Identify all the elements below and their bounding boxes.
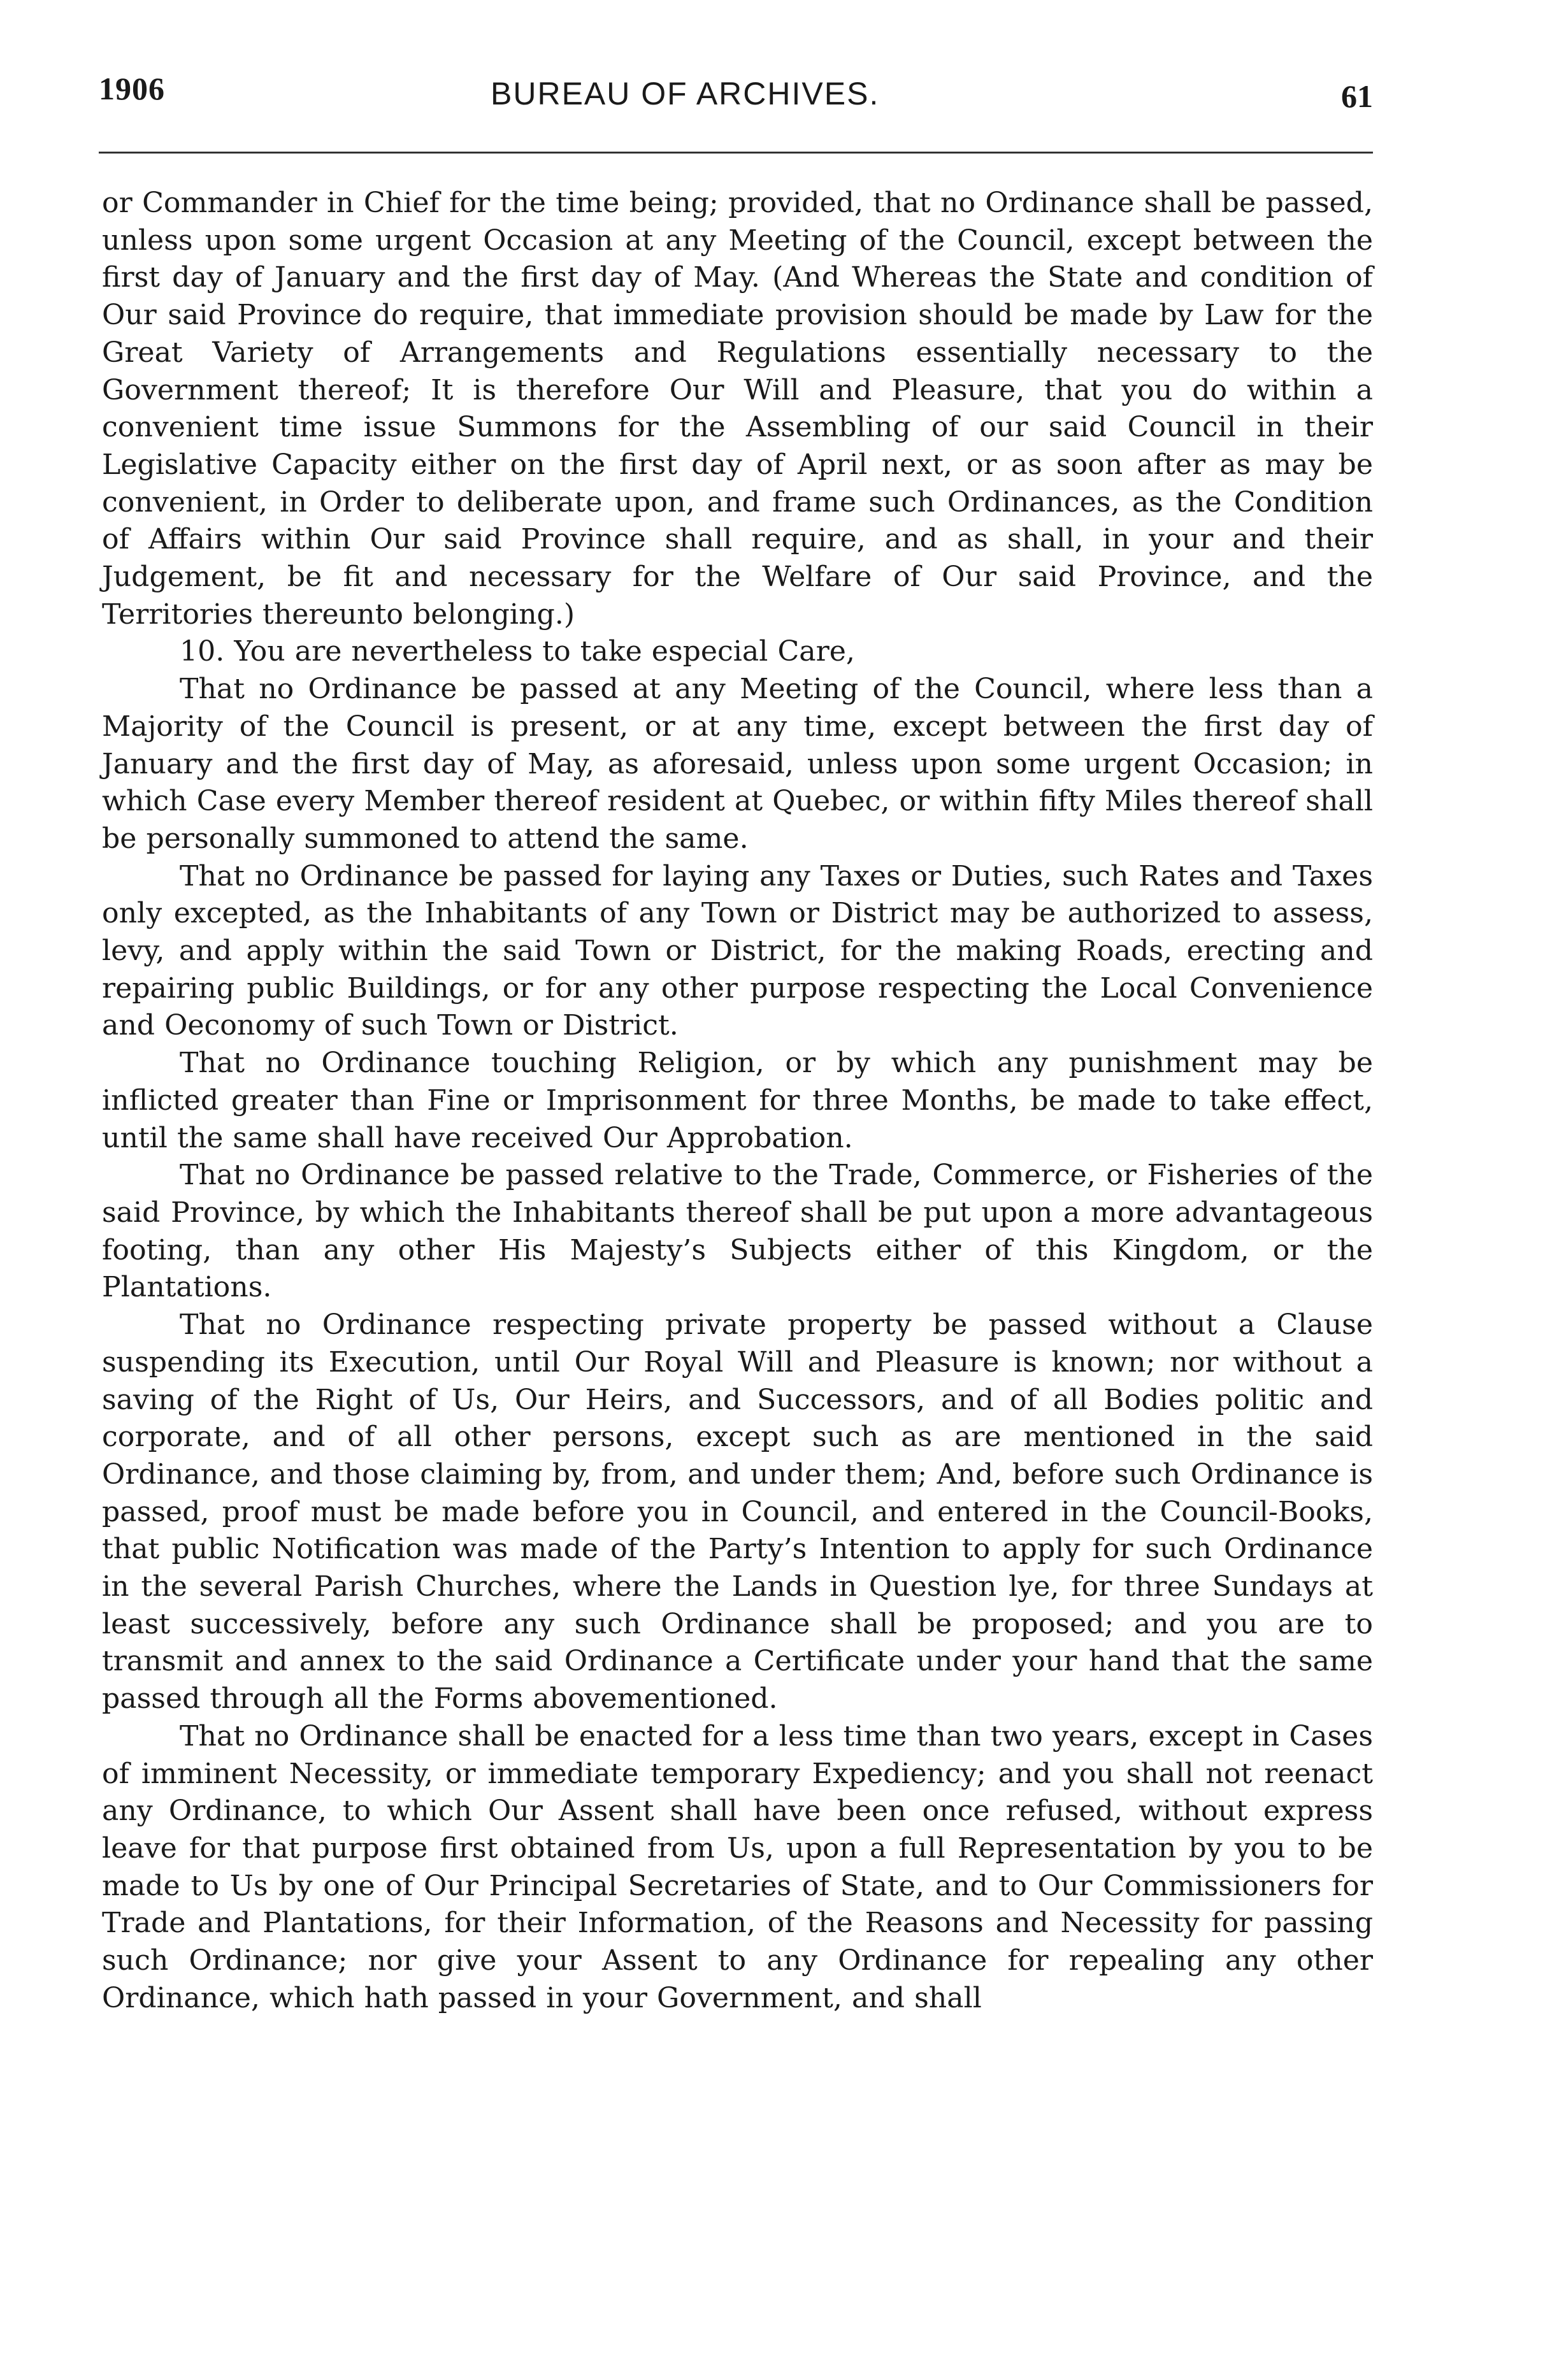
paragraph-council-majority: That no Ordinance be passed at any Meeting of the Council, where less than a Majority of the Council is present, or at any time, except between the first day of January and the first day of May, as aforesaid, unless upon some urgent Occasion; in which Case every Member thereof resident at Quebec, or within fifty Miles thereof shall be personally summoned to attend the same. [102,673,1373,855]
header-year: 1906 [99,71,165,106]
header-rule [99,152,1373,154]
page-body [102,185,1373,2017]
paragraph-duration: That no Ordinance shall be enacted for a less time than two years, except in Cases of imminent Necessity, or immediate temporary Expediency; and you shall not reenact any Ordinance, to which Our Assent shall have been once refused, without express leave for that purpose first obtained from Us, upon a full Representation by you to be made to Us by one of Our Principal Secretaries of State, and to Our Commissioners for Trade and Plantations, for their Information, of the Reasons and Necessity for passing such Ordinance; nor give your Assent to any Ordinance for repealing any other Ordinance, which hath passed in your Government, and shall [102,1719,1373,2014]
header-title: BUREAU OF ARCHIVES. [491,76,880,111]
page-number: 61 [1341,78,1373,114]
paragraph-private-property: That no Ordinance respecting private property be passed without a Clause suspending its Execution, until Our Royal Will and Pleasure is known; nor without a saving of the Right of Us, Our Heirs, and Successors, and of all Bodies politic and corporate, and of all other persons, except such as are mentioned in the said Ordinance, and those claiming by, from, and under them; And, before such Ordinance is passed, proof must be made before you in Council, and entered in the Council-Books, that public Notification was made of the Party’s Intention to apply for such Ordinance in the several Parish Churches, where the Lands in Question lye, for three Sundays at least successively, before any such Ordinance shall be proposed; and you are to transmit and annex to the said Ordinance a Certificate under your hand that the same passed through all the Forms abovementioned. [102,1308,1373,1716]
paragraph-religion: That no Ordinance touching Religion, or by which any punishment may be inflicted greater than Fine or Imprisonment for three Months, be made to take effect, until the same shall have received Our Approbation. [102,1047,1373,1154]
paragraph-continuation: or Commander in Chief for the time being; provided, that no Ordinance shall be passed, unless upon some urgent Occasion at any Meeting of the Council, except between the first day of January and the first day of May. (And Whereas the State and condition of Our said Province do require, that immediate provision should be made by Law for the Great Variety of Arrangements and Regulations essentially necessary to the Government thereof; It is therefore Our Will and Pleasure, that you do within a convenient time issue Summons for the Assembling of our said Council in their Legislative Capacity either on the first day of April next, or as soon after as may be convenient, in Order to deliberate upon, and frame such Ordinances, as the Condition of Affairs within Our said Province shall require, and as shall, in your and their Judgement, be fit and necessary for the Welfare of Our said Province, and the Territories thereunto belonging.) [102,187,1373,631]
running-header [99,64,1373,121]
paragraph-taxes: That no Ordinance be passed for laying any Taxes or Duties, such Rates and Taxes only excepted, as the Inhabitants of any Town or District may be authorized to assess, levy, and apply within the said Town or District, for the making Roads, erecting and repairing public Buildings, or for any other purpose respecting the Local Convenience and Oeconomy of such Town or District. [102,859,1373,1042]
section-10-intro: 10. You are nevertheless to take especial Care, [180,635,855,668]
paragraph-trade: That no Ordinance be passed relative to the Trade, Commerce, or Fisheries of the said Province, by which the Inhabitants thereof shall be put upon a more advantageous footing, than any other His Majesty’s Subjects either of this Kingdom, or the Plantations. [102,1159,1373,1304]
